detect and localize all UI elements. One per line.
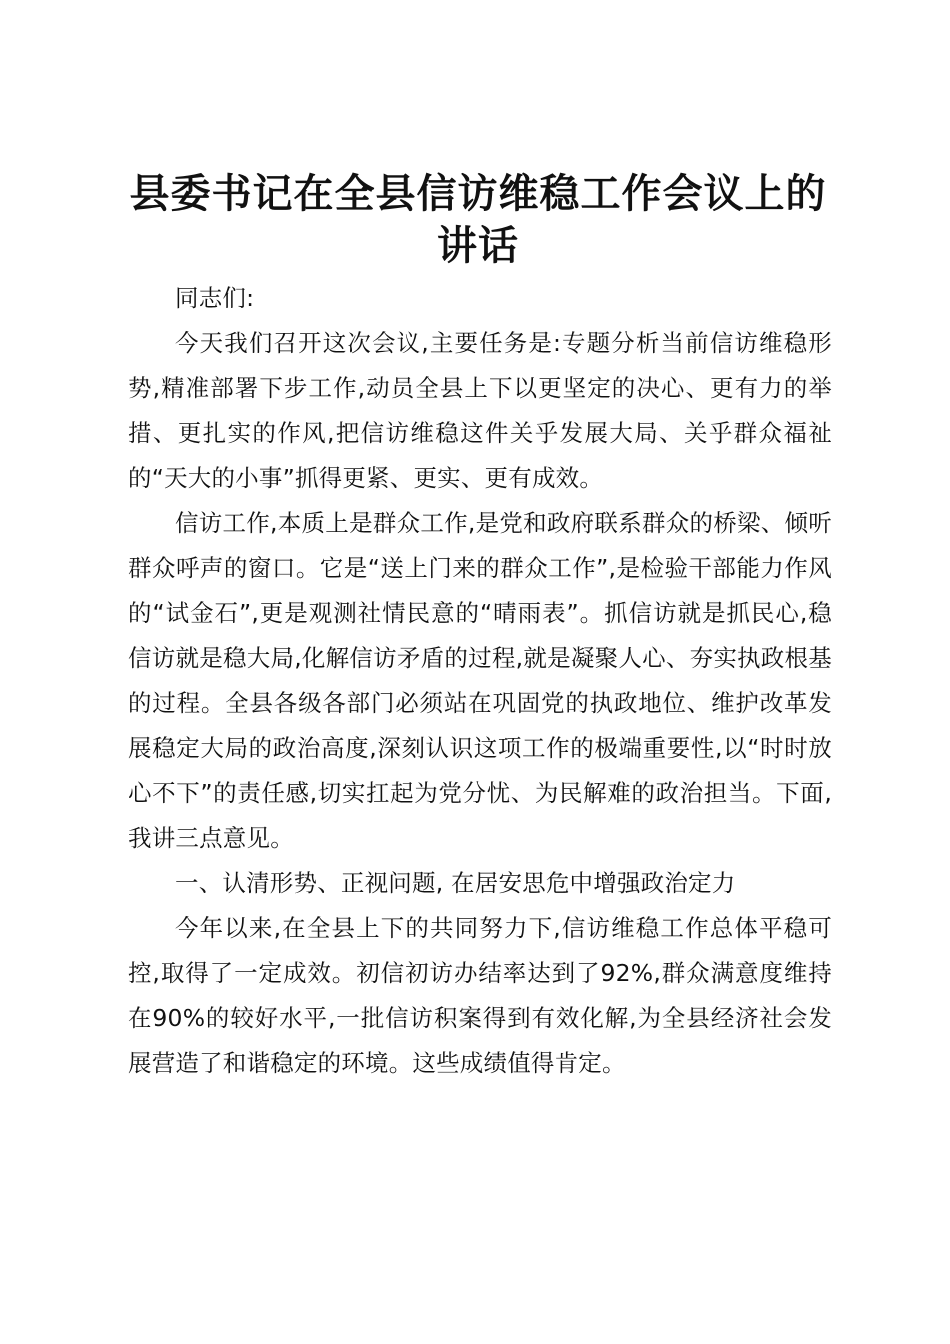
section-heading: 一、认清形势、正视问题, 在居安思危中增强政治定力 — [175, 869, 736, 897]
paragraph-significance: 信访工作,本质上是群众工作,是党和政府联系群众的桥梁、倾听群众呼声的窗口。它是“送上门来的群众工作”,是检验干部能力作风的“试金石”,更是观测社情民意的“晴雨表”。抓信访就是抓民心,稳信访就是稳大局,化解信访矛盾的过程,就是凝聚人心、夯实执政根基的过程。全县各级各部门必须站在巩固党的执政地位、维护改革发展稳定大局的政治高度,深刻认识这项工作的极端重要性,以“时时放心不下”的责任感,切实扛起为党分忧、为民解难的政治担当。下面,我讲三点意见。 — [128, 509, 832, 852]
document-title: 县委书记在全县信访维稳工作会议上的讲话 — [129, 170, 827, 269]
document-body — [128, 276, 832, 1086]
paragraph-opening: 今天我们召开这次会议,主要任务是:专题分析当前信访维稳形势,精准部署下步工作,动员全县上下以更坚定的决心、更有力的举措、更扎实的作风,把信访维稳这件关乎发展大局、关乎群众福祉的“天大的小事”抓得更紧、更实、更有成效。 — [128, 329, 832, 492]
section-paragraph: 今年以来,在全县上下的共同努力下,信访维稳工作总体平稳可控,取得了一定成效。初信初访办结率达到了92%,群众满意度维持在90%的较好水平,一批信访积案得到有效化解,为全县经济社会发展营造了和谐稳定的环境。这些成绩值得肯定。 — [128, 914, 832, 1077]
salutation: 同志们: — [175, 284, 255, 312]
